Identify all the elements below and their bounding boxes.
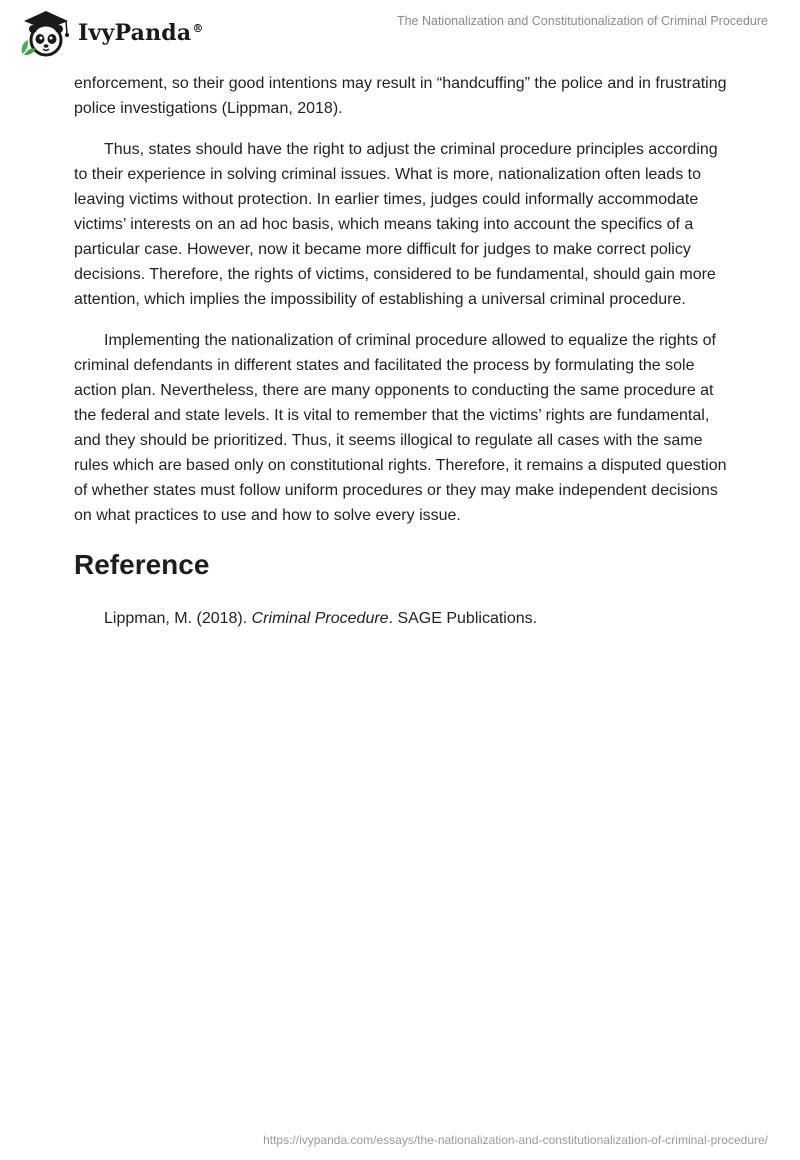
source-url[interactable]: https://ivypanda.com/essays/the-nationalization-and-constitutionalization-of-criminal-procedure/ xyxy=(263,1133,768,1147)
body-paragraph: Thus, states should have the right to adjust the criminal procedure principles according to their experience in solving criminal issues. What is more, nationalization often leads to leaving victims without protection. In earlier times, judges could informally accommodate victims’ interests on an ad hoc basis, which means taking into account the specifics of a particular case. However, now it became more difficult for judges to make correct policy decisions. Therefore, the rights of victims, considered to be fundamental, should gain more attention, which implies the impossibility of establishing a universal criminal procedure. xyxy=(74,141,718,308)
body-paragraph: Implementing the nationalization of criminal procedure allowed to equalize the rights of criminal defendants in different states and facilitated the process by formulating the sole action plan. Nevertheless, there are many opponents to conducting the same procedure at the federal and state levels. It is vital to remember that the victims’ rights are fundamental, and they should be prioritized. Thus, it seems illogical to regulate all cases with the same rules which are based only on constitutional rights. Therefore, it remains a disputed question of whether states must follow uniform procedures or they may make independent decisions on what practices to use and how to solve every issue. xyxy=(74,332,727,524)
logo-text: IvyPanda® xyxy=(78,20,204,46)
essay-content xyxy=(74,71,730,647)
ivypanda-logo[interactable] xyxy=(14,8,204,58)
reference-entry xyxy=(74,606,730,631)
reference-authors: Lippman, M. (2018). xyxy=(104,610,252,627)
reference-heading: Reference xyxy=(74,549,210,580)
document-title: The Nationalization and Constitutionalization of Criminal Procedure xyxy=(396,14,768,28)
reference-publisher: . SAGE Publications. xyxy=(388,610,538,627)
body-paragraph: enforcement, so their good intentions may result in “handcuffing” the police and in frustrating police investigations (Lippman, 2018). xyxy=(74,75,727,117)
panda-graduate-icon xyxy=(14,8,76,58)
reference-title: Criminal Procedure xyxy=(251,610,389,627)
page-header xyxy=(0,0,800,64)
